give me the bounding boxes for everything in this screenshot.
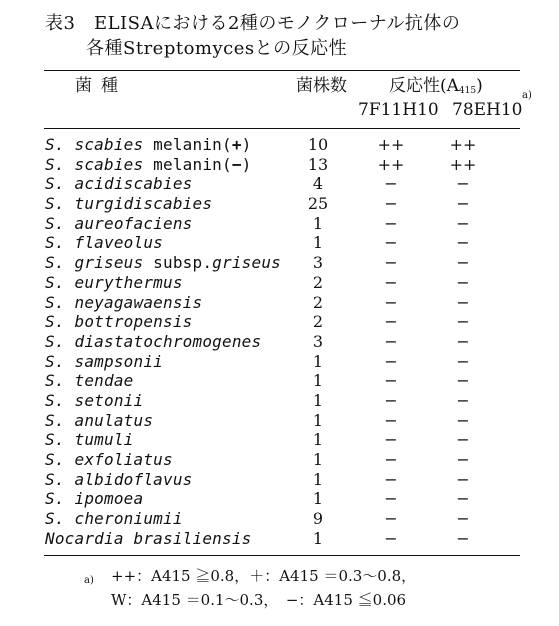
header-rule: [44, 128, 520, 129]
reactivity-7f11h10: −: [384, 469, 398, 489]
header-clone-7f11h10: 7F11H10: [358, 100, 439, 120]
reactivity-78eh10: −: [456, 233, 470, 253]
table-row: [0, 135, 559, 155]
reactivity-7f11h10: −: [384, 312, 398, 332]
species-binomial: S. bottropensis: [45, 312, 193, 332]
reactivity-78eh10: −: [456, 351, 470, 371]
header-note-mark: a): [522, 90, 532, 101]
table-row: [0, 332, 559, 352]
strain-count: 1: [312, 430, 324, 450]
species-binomial: S. sampsonii: [45, 351, 163, 371]
reactivity-7f11h10: −: [384, 174, 398, 194]
bottom-rule: [44, 555, 520, 556]
reactivity-78eh10: ++: [449, 154, 477, 174]
reactivity-7f11h10: −: [384, 430, 398, 450]
species-name: [45, 450, 173, 470]
reactivity-78eh10: −: [456, 253, 470, 273]
reactivity-7f11h10: −: [384, 213, 398, 233]
species-qualifier: subsp.: [143, 253, 213, 273]
species-name: [45, 391, 143, 411]
reactivity-78eh10: −: [456, 469, 470, 489]
species-binomial: S. scabies: [45, 154, 144, 174]
footnote-mark: a): [84, 575, 94, 586]
species-name: [45, 233, 163, 253]
reactivity-7f11h10: −: [384, 390, 398, 410]
species-binomial: S. exfoliatus: [45, 450, 173, 469]
strain-count: 2: [312, 312, 324, 332]
strain-count: 13: [307, 154, 329, 174]
reactivity-78eh10: −: [456, 312, 470, 332]
species-binomial: S. griseus: [45, 253, 144, 273]
strain-count: 3: [312, 331, 324, 351]
melanin-sign: +: [231, 135, 242, 154]
species-qualifier: melanin(: [143, 154, 232, 174]
species-binomial: S. turgidiscabies: [45, 194, 213, 214]
strain-count: 1: [312, 351, 324, 371]
table-row: [0, 371, 559, 391]
species-binomial: S. flaveolus: [45, 233, 163, 253]
reactivity-78eh10: −: [456, 430, 470, 450]
reactivity-78eh10: −: [456, 450, 470, 469]
reactivity-7f11h10: −: [384, 253, 398, 273]
species-name: [45, 332, 261, 352]
top-rule: [44, 70, 520, 71]
table-row: [0, 214, 559, 234]
table-row: [0, 430, 559, 450]
species-name: [45, 293, 202, 313]
strain-count: 1: [312, 390, 324, 410]
strain-count: 2: [312, 292, 324, 312]
strain-count: 25: [307, 194, 329, 214]
reactivity-78eh10: −: [456, 371, 470, 391]
reactivity-7f11h10: −: [384, 194, 398, 214]
table-row: [0, 529, 559, 549]
reactivity-7f11h10: −: [384, 292, 398, 312]
reactivity-7f11h10: −: [384, 509, 398, 529]
reactivity-7f11h10: −: [384, 233, 398, 253]
table-row: [0, 312, 559, 332]
reactivity-78eh10: −: [456, 213, 470, 233]
species-binomial: S. setonii: [45, 390, 144, 410]
reactivity-7f11h10: −: [384, 528, 398, 548]
reactivity-7f11h10: −: [384, 371, 398, 391]
reactivity-78eh10: −: [456, 509, 470, 529]
table-row: [0, 233, 559, 253]
species-binomial: S. aureofaciens: [45, 213, 193, 233]
species-name: [45, 509, 183, 529]
species-name: [45, 194, 212, 214]
header-reactivity: [389, 76, 483, 99]
header-clone-78eh10: 78EH10: [452, 100, 523, 120]
reactivity-78eh10: ++: [449, 135, 477, 154]
species-name: [45, 529, 252, 549]
strain-count: 1: [312, 371, 324, 391]
header-reactivity-close: ): [476, 76, 483, 96]
species-name: [45, 411, 153, 431]
subspecies-name: griseus: [212, 253, 282, 273]
species-name: [45, 430, 134, 450]
header-strain-count: 菌株数: [296, 76, 347, 96]
species-name: [45, 253, 281, 273]
table-row: [0, 391, 559, 411]
table-body: [0, 135, 559, 548]
reactivity-78eh10: −: [456, 410, 470, 430]
title-line-2: 各種Streptomycesとの反応性: [86, 38, 348, 59]
reactivity-7f11h10: −: [384, 272, 398, 292]
table-row: [0, 470, 559, 490]
species-qualifier-close: ): [241, 135, 252, 154]
species-binomial: S. acidiscabies: [45, 174, 193, 194]
reactivity-78eh10: −: [456, 174, 470, 194]
table-row: [0, 155, 559, 175]
table-row: [0, 194, 559, 214]
species-binomial: S. ipomoea: [45, 489, 144, 509]
species-binomial: S. diastatochromogenes: [45, 331, 262, 351]
reactivity-78eh10: −: [456, 489, 470, 509]
table-row: [0, 489, 559, 509]
strain-count: 1: [312, 410, 324, 430]
species-qualifier: melanin(: [143, 135, 232, 154]
species-binomial: Nocardia brasiliensis: [45, 528, 252, 548]
table-row: [0, 450, 559, 470]
reactivity-7f11h10: ++: [377, 135, 405, 154]
reactivity-7f11h10: −: [384, 489, 398, 509]
strain-count: 1: [312, 489, 324, 509]
table-row: [0, 273, 559, 293]
strain-count: 2: [312, 272, 324, 292]
species-name: [45, 489, 143, 509]
reactivity-7f11h10: ++: [377, 154, 405, 174]
species-name: [45, 214, 193, 234]
species-binomial: S. eurythermus: [45, 272, 183, 292]
footnote-line-2: W：A415 ＝0.1～0.3， −：A415 ≦0.06: [111, 591, 407, 609]
species-name: [45, 470, 193, 490]
species-name: [45, 273, 183, 293]
reactivity-78eh10: −: [456, 194, 470, 214]
reactivity-7f11h10: −: [384, 351, 398, 371]
strain-count: 1: [312, 213, 324, 233]
reactivity-7f11h10: −: [384, 410, 398, 430]
species-binomial: S. tumuli: [45, 430, 134, 450]
species-binomial: S. tendae: [45, 371, 134, 391]
strain-count: 10: [307, 135, 329, 154]
table-row: [0, 352, 559, 372]
species-name: [45, 371, 134, 391]
header-species: 菌種: [75, 76, 127, 96]
table-row: [0, 174, 559, 194]
table-row: [0, 253, 559, 273]
strain-count: 4: [312, 174, 324, 194]
reactivity-78eh10: −: [456, 292, 470, 312]
header-reactivity-label: 反応性(A: [389, 76, 459, 96]
strain-count: 1: [312, 233, 324, 253]
reactivity-78eh10: −: [456, 331, 470, 351]
species-qualifier-close: ): [241, 154, 252, 174]
reactivity-78eh10: −: [456, 272, 470, 292]
species-name: [45, 352, 163, 372]
table-row: [0, 411, 559, 431]
table-title: [45, 11, 545, 61]
reactivity-78eh10: −: [456, 528, 470, 548]
melanin-sign: −: [231, 154, 242, 174]
species-binomial: S. neyagawaensis: [45, 292, 203, 312]
species-binomial: S. albidoflavus: [45, 469, 193, 489]
header-reactivity-sub: 415: [458, 86, 477, 96]
table-row: [0, 509, 559, 529]
table-row: [0, 293, 559, 313]
reactivity-78eh10: −: [456, 390, 470, 410]
species-name: [45, 174, 193, 194]
species-binomial: S. cheroniumii: [45, 509, 183, 529]
strain-count: 1: [312, 450, 324, 469]
strain-count: 9: [312, 509, 324, 529]
reactivity-7f11h10: −: [384, 331, 398, 351]
species-name: [45, 135, 252, 155]
reactivity-7f11h10: −: [384, 450, 398, 469]
title-line-1: 表3 ELISAにおける2種のモノクローナル抗体の: [45, 13, 461, 34]
footnote-line-1: ++：A415 ≧0.8，＋：A415 ＝0.3～0.8，: [111, 567, 417, 585]
species-name: [45, 155, 252, 175]
species-binomial: S. anulatus: [45, 410, 154, 430]
strain-count: 1: [312, 469, 324, 489]
strain-count: 1: [312, 528, 324, 548]
species-name: [45, 312, 193, 332]
strain-count: 3: [312, 253, 324, 273]
species-binomial: S. scabies: [45, 135, 144, 154]
